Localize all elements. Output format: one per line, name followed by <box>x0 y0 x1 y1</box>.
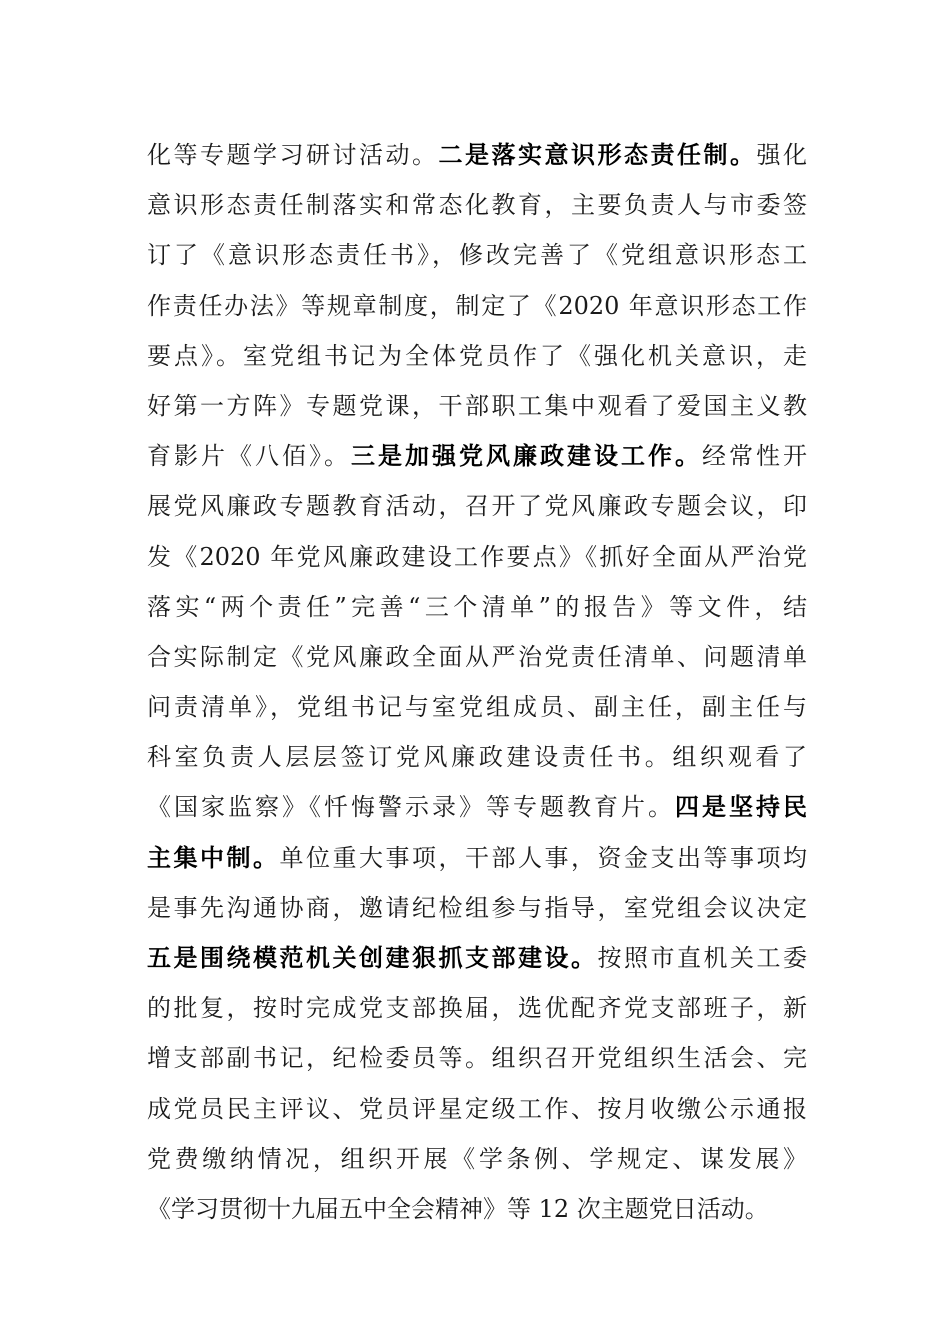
text-line <box>147 1033 807 1083</box>
body-text-segment: 《国家监察》《忏悔警示录》等专题教育片。 <box>147 793 675 822</box>
body-text <box>147 130 807 1234</box>
text-line <box>147 1134 807 1184</box>
body-text-segment: 合实际制定《党风廉政全面从严治党责任清单、问题清单 <box>147 642 807 671</box>
text-line <box>147 833 807 883</box>
body-text-segment: 党费缴纳情况，组织开展《学条例、学规定、谋发展》 <box>147 1144 807 1173</box>
body-text-segment: 展党风廉政专题教育活动，召开了党风廉政专题会议，印 <box>147 492 807 521</box>
body-text-segment: 增支部副书记，纪检委员等。组织召开党组织生活会、完 <box>147 1044 807 1073</box>
text-line <box>147 883 807 933</box>
body-text-segment: 化等专题学习研讨活动。 <box>147 141 439 169</box>
body-text-segment: 科室负责人层层签订党风廉政建设责任书。组织观看了 <box>147 743 807 772</box>
text-line <box>147 782 807 832</box>
body-text-segment: 订了《意识形态责任书》，修改完善了《党组意识形态工 <box>147 241 807 270</box>
body-text-segment: 《学习贯彻十九届五中全会精神》等 12 次主题党日活动。 <box>147 1194 769 1223</box>
bold-heading-text: 四是坚持民 <box>675 792 807 822</box>
text-line <box>147 130 807 180</box>
text-line <box>147 1184 807 1234</box>
text-line <box>147 281 807 331</box>
text-line <box>147 933 807 983</box>
body-text-segment: 落实“两个责任”完善“三个清单”的报告》等文件，结 <box>147 592 807 621</box>
body-text-segment: 经常性开 <box>702 442 807 471</box>
text-line <box>147 481 807 531</box>
body-text-segment: 问责清单》，党组书记与室党组成员、副主任，副主任与 <box>147 693 807 722</box>
text-line <box>147 632 807 682</box>
body-text-segment: 单位重大事项，干部人事，资金支出等事项均 <box>279 843 807 872</box>
body-text-segment: 要点》。室党组书记为全体党员作了《强化机关意识，走 <box>147 341 807 370</box>
text-line <box>147 983 807 1033</box>
body-text-segment: 作责任办法》等规章制度，制定了《2020 年意识形态工作 <box>147 291 807 320</box>
body-text-segment: 成党员民主评议、党员评星定级工作、按月收缴公示通报 <box>147 1094 807 1123</box>
text-line <box>147 682 807 732</box>
bold-heading-text: 主集中制。 <box>147 842 280 872</box>
text-line <box>147 431 807 481</box>
body-text-segment: 意识形态责任制落实和常态化教育，主要负责人与市委签 <box>147 191 807 220</box>
body-text-segment: 育影片《八佰》。 <box>147 442 351 471</box>
body-text-segment: 按照市直机关工委 <box>597 944 807 972</box>
body-text-segment: 的批复，按时完成党支部换届，选优配齐党支部班子，新 <box>147 994 807 1023</box>
body-text-segment: 是事先沟通协商，邀请纪检组参与指导，室党组会议决定 <box>147 893 807 922</box>
text-line <box>147 582 807 632</box>
text-line <box>147 732 807 782</box>
bold-heading-text: 五是围绕模范机关创建狠抓支部建设。 <box>147 943 598 972</box>
text-line <box>147 381 807 431</box>
body-text-segment: 发《2020 年党风廉政建设工作要点》《抓好全面从严治党 <box>147 542 807 571</box>
text-line <box>147 230 807 280</box>
body-text-segment: 强化 <box>756 141 807 169</box>
bold-heading-text: 二是落实意识形态责任制。 <box>438 140 757 169</box>
text-line <box>147 1084 807 1134</box>
bold-heading-text: 三是加强党风廉政建设工作。 <box>351 441 702 471</box>
body-text-segment: 好第一方阵》专题党课，干部职工集中观看了爱国主义教 <box>147 391 807 420</box>
text-line <box>147 180 807 230</box>
text-line <box>147 331 807 381</box>
text-line <box>147 532 807 582</box>
